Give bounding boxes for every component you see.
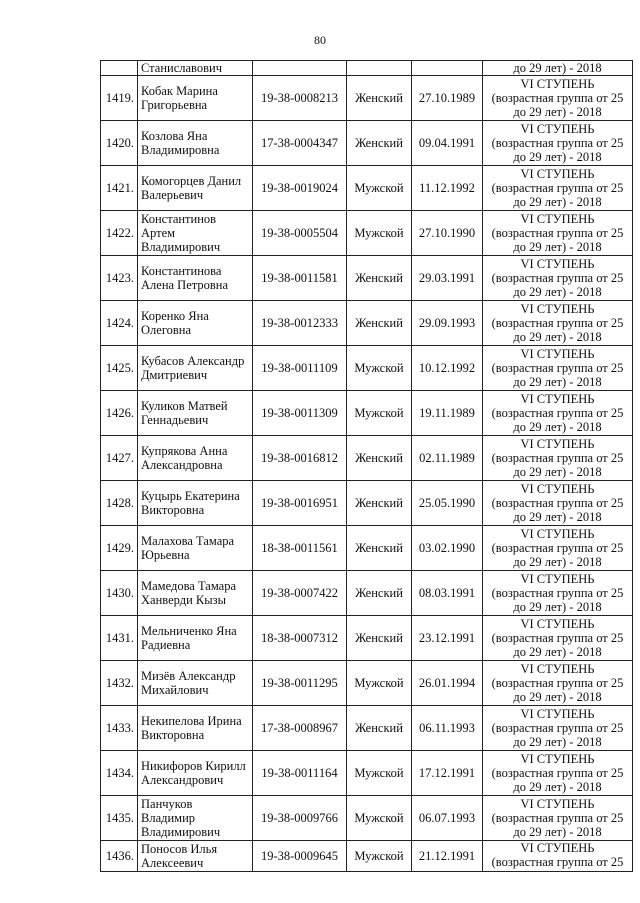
- row-number: 1423.: [101, 256, 138, 301]
- birth-date: 26.01.1994: [412, 661, 483, 706]
- birth-date: 19.11.1989: [412, 391, 483, 436]
- award-note-line: (возрастная группа от 25: [491, 631, 624, 645]
- award-note-line: до 29 лет) - 2018: [513, 330, 602, 344]
- award-note: до 29 лет) - 2018: [483, 61, 633, 76]
- gender: Женский: [347, 301, 412, 346]
- award-note: [483, 211, 633, 256]
- gender: Женский: [347, 616, 412, 661]
- uin: 17-38-0004347: [253, 121, 347, 166]
- gender: Мужской: [347, 661, 412, 706]
- page-number: 80: [314, 33, 326, 47]
- award-note-line: VI СТУПЕНЬ: [520, 572, 595, 586]
- award-note-line: до 29 лет) - 2018: [513, 645, 602, 659]
- uin: 19-38-0011581: [253, 256, 347, 301]
- award-note: [483, 751, 633, 796]
- birth-date: 29.03.1991: [412, 256, 483, 301]
- award-note: [483, 256, 633, 301]
- award-note: [483, 166, 633, 211]
- row-number: 1433.: [101, 706, 138, 751]
- person-name: Куликов Матвей Геннадьевич: [138, 391, 253, 436]
- gender: Женский: [347, 481, 412, 526]
- uin: 19-38-0016812: [253, 436, 347, 481]
- uin: 18-38-0007312: [253, 616, 347, 661]
- award-note-line: VI СТУПЕНЬ: [520, 482, 595, 496]
- uin: 19-38-0009645: [253, 841, 347, 872]
- birth-date: 29.09.1993: [412, 301, 483, 346]
- table-row: [101, 571, 633, 616]
- award-note: [483, 841, 633, 872]
- award-note-line: VI СТУПЕНЬ: [520, 527, 595, 541]
- table-row: [101, 796, 633, 841]
- table-row: [101, 211, 633, 256]
- award-note-line: VI СТУПЕНЬ: [520, 302, 595, 316]
- person-name: Кобак Марина Григорьевна: [138, 76, 253, 121]
- award-note-line: (возрастная группа от 25: [491, 406, 624, 420]
- row-number: 1427.: [101, 436, 138, 481]
- person-name: Малахова Тамара Юрьевна: [138, 526, 253, 571]
- person-name: Мизёв Александр Михайлович: [138, 661, 253, 706]
- uin: 19-38-0008213: [253, 76, 347, 121]
- award-note: [483, 76, 633, 121]
- award-note-line: до 29 лет) - 2018: [513, 555, 602, 569]
- gender: Женский: [347, 436, 412, 481]
- row-number: 1420.: [101, 121, 138, 166]
- person-name: Константинов Артем Владимирович: [138, 211, 253, 256]
- award-note-line: VI СТУПЕНЬ: [520, 257, 595, 271]
- gender: Мужской: [347, 211, 412, 256]
- award-note-line: до 29 лет) - 2018: [513, 735, 602, 749]
- uin: 18-38-0011561: [253, 526, 347, 571]
- award-note-line: (возрастная группа от 25: [491, 226, 624, 240]
- birth-date: 09.04.1991: [412, 121, 483, 166]
- row-number: 1432.: [101, 661, 138, 706]
- person-name: Станиславович: [138, 61, 253, 76]
- award-note-line: VI СТУПЕНЬ: [520, 841, 595, 855]
- birth-date: 27.10.1990: [412, 211, 483, 256]
- row-number: 1419.: [101, 76, 138, 121]
- award-note-line: до 29 лет) - 2018: [513, 690, 602, 704]
- uin: 19-38-0011309: [253, 391, 347, 436]
- table-row: [101, 256, 633, 301]
- birth-date: 06.11.1993: [412, 706, 483, 751]
- table-row: [101, 751, 633, 796]
- person-name: Панчуков Владимир Владимирович: [138, 796, 253, 841]
- person-name: Купрякова Анна Александровна: [138, 436, 253, 481]
- birth-date: [412, 61, 483, 76]
- uin: 19-38-0007422: [253, 571, 347, 616]
- uin: 19-38-0012333: [253, 301, 347, 346]
- gender: Мужской: [347, 751, 412, 796]
- person-name: Кубасов Александр Дмитриевич: [138, 346, 253, 391]
- award-note-line: (возрастная группа от 25: [491, 496, 624, 510]
- table-row: [101, 481, 633, 526]
- award-note: [483, 526, 633, 571]
- award-note-line: до 29 лет) - 2018: [513, 105, 602, 119]
- table-row: [101, 526, 633, 571]
- award-note: [483, 796, 633, 841]
- table-row: [101, 616, 633, 661]
- table-row: [101, 166, 633, 211]
- person-name: Коренко Яна Олеговна: [138, 301, 253, 346]
- award-note-line: до 29 лет) - 2018: [513, 285, 602, 299]
- gender: [347, 61, 412, 76]
- person-name: Козлова Яна Владимировна: [138, 121, 253, 166]
- table-row: [101, 436, 633, 481]
- award-note-line: VI СТУПЕНЬ: [520, 752, 595, 766]
- award-note: [483, 121, 633, 166]
- award-note-line: до 29 лет) - 2018: [513, 195, 602, 209]
- birth-date: 25.05.1990: [412, 481, 483, 526]
- row-number: 1422.: [101, 211, 138, 256]
- award-note-line: VI СТУПЕНЬ: [520, 212, 595, 226]
- award-note-line: VI СТУПЕНЬ: [520, 437, 595, 451]
- award-note: [483, 706, 633, 751]
- award-note-line: до 29 лет) - 2018: [513, 150, 602, 164]
- award-note-line: VI СТУПЕНЬ: [520, 347, 595, 361]
- award-note-line: (возрастная группа от 25: [491, 451, 624, 465]
- row-number: 1434.: [101, 751, 138, 796]
- row-number: 1435.: [101, 796, 138, 841]
- birth-date: 21.12.1991: [412, 841, 483, 872]
- row-number: 1421.: [101, 166, 138, 211]
- award-note-line: VI СТУПЕНЬ: [520, 707, 595, 721]
- award-note-line: VI СТУПЕНЬ: [520, 662, 595, 676]
- award-note-line: до 29 лет) - 2018: [513, 825, 602, 839]
- gender: Мужской: [347, 166, 412, 211]
- award-note-line: (возрастная группа от 25: [491, 721, 624, 735]
- award-note: [483, 481, 633, 526]
- award-note-line: (возрастная группа от 25: [491, 676, 624, 690]
- person-name: Комогорцев Данил Валерьевич: [138, 166, 253, 211]
- birth-date: 27.10.1989: [412, 76, 483, 121]
- registry-table: [100, 60, 633, 872]
- birth-date: 11.12.1992: [412, 166, 483, 211]
- table-row: [101, 346, 633, 391]
- uin: 19-38-0011295: [253, 661, 347, 706]
- award-note-line: (возрастная группа от 25: [491, 91, 624, 105]
- gender: Мужской: [347, 391, 412, 436]
- birth-date: 10.12.1992: [412, 346, 483, 391]
- award-note: [483, 346, 633, 391]
- award-note-line: до 29 лет) - 2018: [513, 465, 602, 479]
- uin: 19-38-0011109: [253, 346, 347, 391]
- row-number: 1428.: [101, 481, 138, 526]
- award-note-line: (возрастная группа от 25: [491, 541, 624, 555]
- award-note: [483, 391, 633, 436]
- award-note-line: до 29 лет) - 2018: [513, 375, 602, 389]
- gender: Женский: [347, 571, 412, 616]
- row-number: 1436.: [101, 841, 138, 872]
- person-name: Мельниченко Яна Радиевна: [138, 616, 253, 661]
- uin: 19-38-0005504: [253, 211, 347, 256]
- uin: 19-38-0009766: [253, 796, 347, 841]
- award-note-line: до 29 лет) - 2018: [513, 240, 602, 254]
- birth-date: 17.12.1991: [412, 751, 483, 796]
- gender: Мужской: [347, 841, 412, 872]
- row-number: 1429.: [101, 526, 138, 571]
- gender: Женский: [347, 706, 412, 751]
- birth-date: 02.11.1989: [412, 436, 483, 481]
- award-note-line: (возрастная группа от 25: [491, 361, 624, 375]
- award-note-line: до 29 лет) - 2018: [513, 420, 602, 434]
- birth-date: 08.03.1991: [412, 571, 483, 616]
- table-row: [101, 391, 633, 436]
- table-row: [101, 121, 633, 166]
- birth-date: 06.07.1993: [412, 796, 483, 841]
- award-note-line: VI СТУПЕНЬ: [520, 77, 595, 91]
- award-note-line: VI СТУПЕНЬ: [520, 617, 595, 631]
- award-note: [483, 436, 633, 481]
- person-name: Поносов Илья Алексеевич: [138, 841, 253, 872]
- uin: [253, 61, 347, 76]
- person-name: Мамедова Тамара Ханверди Кызы: [138, 571, 253, 616]
- gender: Женский: [347, 121, 412, 166]
- person-name: Некипелова Ирина Викторовна: [138, 706, 253, 751]
- row-number: 1424.: [101, 301, 138, 346]
- table-row-continuation: [101, 61, 633, 76]
- row-number: 1426.: [101, 391, 138, 436]
- award-note-line: VI СТУПЕНЬ: [520, 122, 595, 136]
- award-note: [483, 616, 633, 661]
- birth-date: 23.12.1991: [412, 616, 483, 661]
- person-name: Никифоров Кирилл Александрович: [138, 751, 253, 796]
- gender: Мужской: [347, 796, 412, 841]
- row-number: 1430.: [101, 571, 138, 616]
- person-name: Константинова Алена Петровна: [138, 256, 253, 301]
- gender: Женский: [347, 526, 412, 571]
- table-row: [101, 301, 633, 346]
- award-note-line: до 29 лет) - 2018: [513, 600, 602, 614]
- award-note: [483, 301, 633, 346]
- uin: 17-38-0008967: [253, 706, 347, 751]
- award-note: [483, 661, 633, 706]
- row-number: [101, 61, 138, 76]
- row-number: 1431.: [101, 616, 138, 661]
- award-note-line: (возрастная группа от 25: [491, 766, 624, 780]
- award-note-line: VI СТУПЕНЬ: [520, 797, 595, 811]
- award-note-line: (возрастная группа от 25: [491, 316, 624, 330]
- award-note-line: (возрастная группа от 25: [491, 181, 624, 195]
- gender: Мужской: [347, 346, 412, 391]
- award-note-line: (возрастная группа от 25: [491, 811, 624, 825]
- award-note-line: до 29 лет) - 2018: [513, 510, 602, 524]
- table-row: [101, 706, 633, 751]
- award-note-line: (возрастная группа от 25: [491, 855, 624, 869]
- table-row: [101, 76, 633, 121]
- gender: Женский: [347, 256, 412, 301]
- award-note-line: VI СТУПЕНЬ: [520, 392, 595, 406]
- award-note-line: (возрастная группа от 25: [491, 136, 624, 150]
- award-note: [483, 571, 633, 616]
- row-number: 1425.: [101, 346, 138, 391]
- gender: Женский: [347, 76, 412, 121]
- award-note-line: VI СТУПЕНЬ: [520, 167, 595, 181]
- uin: 19-38-0016951: [253, 481, 347, 526]
- uin: 19-38-0011164: [253, 751, 347, 796]
- table-row: [101, 661, 633, 706]
- person-name: Куцырь Екатерина Викторовна: [138, 481, 253, 526]
- birth-date: 03.02.1990: [412, 526, 483, 571]
- award-note-line: (возрастная группа от 25: [491, 271, 624, 285]
- award-note-line: (возрастная группа от 25: [491, 586, 624, 600]
- award-note-line: до 29 лет) - 2018: [513, 780, 602, 794]
- uin: 19-38-0019024: [253, 166, 347, 211]
- table-row: [101, 841, 633, 872]
